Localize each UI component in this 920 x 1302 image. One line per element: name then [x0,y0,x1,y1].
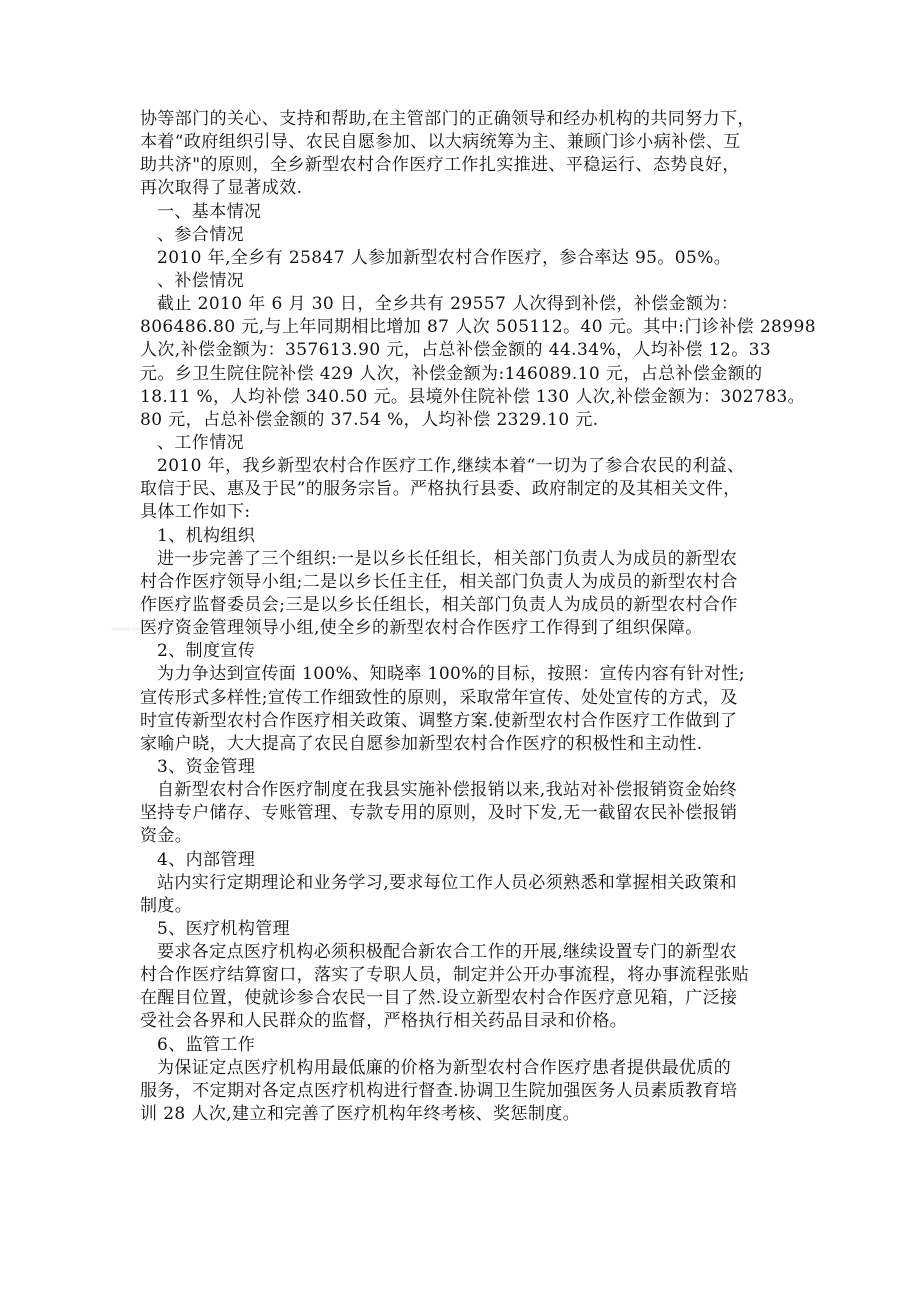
paragraph-line: 18.11 %，人均补偿 340.50 元。县境外住院补偿 130 人次,补偿金额为：302783。 [140,386,806,407]
paragraph-line: 人次,补偿金额为：357613.90 元，占总补偿金额的 44.34%，人均补偿 12。33 [140,340,772,361]
item-paragraph [140,1057,784,1126]
paragraph-line: 2010 年，我乡新型农村合作医疗工作,继续本着“一切为了参合农民的利益、 [157,456,745,477]
paragraph-line: 站内实行定期理论和业务学习,要求每位工作人员必须熟悉和掌握相关政策和 [157,872,738,893]
paragraph-line: 在醒目位置，使就诊参合农民一目了然.设立新型农村合作医疗意见箱，广泛接 [140,988,738,1009]
intro-line: 再次取得了显著成效. [140,178,303,199]
paragraph-line: 服务，不定期对各定点医疗机构进行督查.协调卫生院加强医务人员素质教育培 [140,1080,738,1101]
paragraph-line: 家喻户晓，大大提高了农民自愿参加新型农村合作医疗的积极性和主动性. [140,733,703,754]
paragraph-line: 为力争达到宣传面 100%、知晓率 100%的目标，按照：宣传内容有针对性; [157,664,745,685]
section-heading: 一、基本情况 [157,201,262,222]
item-paragraph [140,779,784,848]
paragraph-line: 元。乡卫生院住院补偿 429 人次，补偿金额为:146089.10 元，占总补偿金额的 [140,363,763,384]
item-heading: 3、资金管理 [157,756,256,777]
paragraph-line: 80 元，占总补偿金额的 37.54 %，人均补偿 2329.10 元. [140,409,599,430]
paragraph-line: 自新型农村合作医疗制度在我县实施补偿报销以来,我站对补偿报销资金始终 [157,780,738,801]
paragraph-line: 2010 年,全乡有 25847 人参加新型农村合作医疗，参合率达 95。05%。 [157,247,732,268]
subsection-paragraph [140,247,784,270]
paragraph-line: 医疗资金管理领导小组,使全乡的新型农村合作医疗工作得到了组织保障。 [140,618,703,639]
item-heading: 5、医疗机构管理 [157,918,291,939]
subsection-paragraph [140,293,816,432]
paragraph-line: 截止 2010 年 6 月 30 日，全乡共有 29557 人次得到补偿，补偿金额为： [157,294,739,315]
paragraph-line: 取信于民、惠及于民”的服务宗旨。严格执行县委、政府制定的及其相关文件， [140,479,741,500]
item-paragraph [140,663,784,756]
subsection-heading: 、工作情况 [157,432,244,453]
paragraph-line: 为保证定点医疗机构用最低廉的价格为新型农村合作医疗患者提供最优质的 [157,1057,732,1078]
paragraph-line: 时宣传新型农村合作医疗相关政策、调整方案.使新型农村合作医疗工作做到了 [140,710,738,731]
subsection-heading: 、参合情况 [157,224,244,245]
item-paragraph [140,941,784,1034]
paragraph-line: 宣传形式多样性;宣传工作细致性的原则，采取常年宣传、处处宣传的方式，及 [140,687,738,708]
paragraph-line: 要求各定点医疗机构必须积极配合新农合工作的开展,继续设置专门的新型农 [157,942,738,963]
paragraph-line: 训 28 人次,建立和完善了医疗机构年终考核、奖惩制度。 [140,1104,581,1125]
item-heading: 2、制度宣传 [157,641,256,662]
document-page [140,108,816,1126]
subsection-heading: 、补偿情况 [157,270,244,291]
paragraph-line: 村合作医疗结算窗口，落实了专职人员，制定并公开办事流程，将办事流程张贴 [140,965,749,986]
intro-line: 协等部门的关心、支持和帮助,在主管部门的正确领导和经办机构的共同努力下， [140,109,755,129]
item-heading: 6、监管工作 [157,1034,256,1055]
paragraph-line: 制度。 [140,895,193,916]
paragraph-line: 进一步完善了三个组织:一是以乡长任组长，相关部门负责人为成员的新型农 [157,548,738,569]
item-paragraph [140,872,784,918]
item-heading: 1、机构组织 [157,525,256,546]
paragraph-line: 受社会各界和人民群众的监督，严格执行相关药品目录和价格。 [140,1011,628,1032]
item-paragraph [140,548,784,641]
paragraph-line: 806486.80 元,与上年同期相比增加 87 人次 505112。40 元。其中:门诊补偿 28998 [140,317,816,338]
item-heading: 4、内部管理 [157,849,256,870]
intro-paragraph [140,108,784,201]
paragraph-line: 村合作医疗领导小组;二是以乡长任主任，相关部门负责人为成员的新型农村合 [140,571,738,592]
paragraph-line: 作医疗监督委员会;三是以乡长任组长，相关部门负责人为成员的新型农村合作 [140,594,738,615]
intro-line: 助共济"的原则，全乡新型农村合作医疗工作扎实推进、平稳运行、态势良好， [140,155,740,176]
paragraph-line: 资金。 [140,826,193,847]
paragraph-line: 具体工作如下: [140,502,251,523]
subsection-paragraph [140,455,784,524]
intro-line: 本着“政府组织引导、农民自愿参加、以大病统筹为主、兼顾门诊小病补偿、互 [140,132,741,153]
paragraph-line: 坚持专户储存、专账管理、专款专用的原则，及时下发,无一截留农民补偿报销 [140,803,738,824]
